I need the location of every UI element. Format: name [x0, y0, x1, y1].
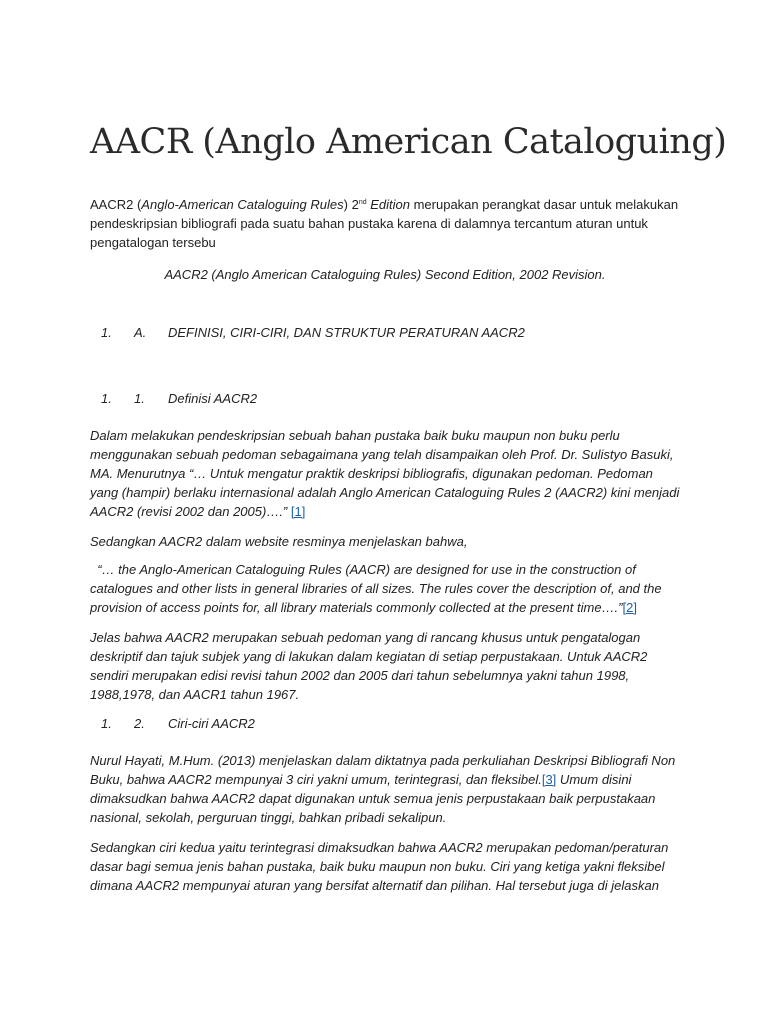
paragraph-terintegrasi: Sedangkan ciri kedua yaitu terintegrasi dimaksudkan bahwa AACR2 merupakan pedoman/peraturan dasar bagi semua jenis bahan pustaka, baik buku maupun non buku. Ciri yang ketiga yakni fleksibel dimana AACR2 mempunyai aturan yang bersifat alternatif dan pilihan. Hal tersebut juga di jelaskan [90, 840, 669, 893]
heading-a-number: 1. [101, 325, 112, 340]
paragraph-definisi [90, 426, 680, 521]
heading-a [90, 323, 680, 342]
intro-text-e: merupakan perangkat dasar untuk melakukan pendeskripsian bibliografi pada suatu bahan pustaka karena di dalamnya tercantum aturan untuk pengatalogan tersebu [90, 197, 679, 250]
paragraph-website: Sedangkan AACR2 dalam website resminya menjelaskan bahwa, [90, 534, 468, 549]
footnote-link-1[interactable]: [1] [290, 504, 306, 519]
footnote-link-2[interactable]: [2] [622, 600, 637, 615]
subheading-ciri-number: 1. [101, 716, 112, 731]
subheading-definisi-text: Definisi AACR2 [168, 391, 258, 406]
intro-superscript: nd [358, 199, 367, 206]
subheading-ciri-text: Ciri-ciri AACR2 [168, 716, 255, 731]
subheading-definisi-number: 1. [101, 391, 112, 406]
intro-text-b: Anglo-American Cataloguing Rules [141, 197, 344, 212]
page-title: AACR (Anglo American Cataloguing) [90, 122, 727, 162]
intro-text-d: Edition [366, 197, 410, 212]
subheading-ciri-letter: 2. [134, 716, 145, 731]
subheading-definisi [90, 389, 680, 408]
footnote-link-3[interactable]: [3] [541, 772, 557, 787]
intro-paragraph [90, 195, 680, 252]
paragraph-ciri-text-a: Nurul Hayati, M.Hum. (2013) menjelaskan dalam diktatnya pada perkuliahan Deskripsi Bibliografi Non Buku, bahwa AACR2 mempunyai 3 ciri yakni umum, terintegrasi, dan fleksibel. [90, 753, 676, 787]
paragraph-definisi-text: Dalam melakukan pendeskripsian sebuah bahan pustaka baik buku maupun non buku perlu menggunakan sebuah pedoman sebagaimana yang telah disampaikan oleh Prof. Dr. Sulistyo Basuki, MA. Menurutnya “… Untuk mengatur praktik deskripsi bibliografis, digunakan pedoman. Pedoman yang (hampir) berlaku internasional adalah Anglo American Cataloguing Rules 2 (AACR2) kini menjadi AACR2 (revisi 2002 dan 2005)….” [90, 428, 680, 519]
quote-paragraph [90, 560, 680, 617]
heading-a-text: DEFINISI, CIRI-CIRI, DAN STRUKTUR PERATURAN AACR2 [168, 325, 525, 340]
paragraph-ciri-text-b: Umum disini dimaksudkan bahwa AACR2 dapat digunakan untuk semua jenis perpustakaan baik perpustakaan nasional, sekolah, perguruan tinggi, bahkan pribadi sekalipun. [90, 772, 656, 825]
quote-text: “… the Anglo-American Cataloguing Rules (AACR) are designed for use in the construction of catalogues and other lists in general libraries of all sizes. The rules cover the description of, and the provision of access points for, all library materials commonly collected at the present time….” [90, 562, 666, 615]
caption: AACR2 (Anglo American Cataloguing Rules) Second Edition, 2002 Revision. [164, 267, 606, 282]
heading-a-letter: A. [134, 325, 147, 340]
subheading-definisi-letter: 1. [134, 391, 145, 406]
intro-text-c: ) 2 [343, 197, 359, 212]
paragraph-ciri [90, 751, 680, 827]
paragraph-jelas: Jelas bahwa AACR2 merupakan sebuah pedoman yang di rancang khusus untuk pengatalogan deskriptif dan tajuk subjek yang di lakukan dalam kegiatan di setiap perpustakaan. Untuk AACR2 sendiri merupakan edisi revisi tahun 2002 dan 2005 dari tahun sebelumnya yakni tahun 1998, 1988,1978, dan AACR1 tahun 1967. [90, 630, 648, 702]
intro-text-a: AACR2 ( [90, 197, 142, 212]
subheading-ciri [90, 714, 680, 733]
